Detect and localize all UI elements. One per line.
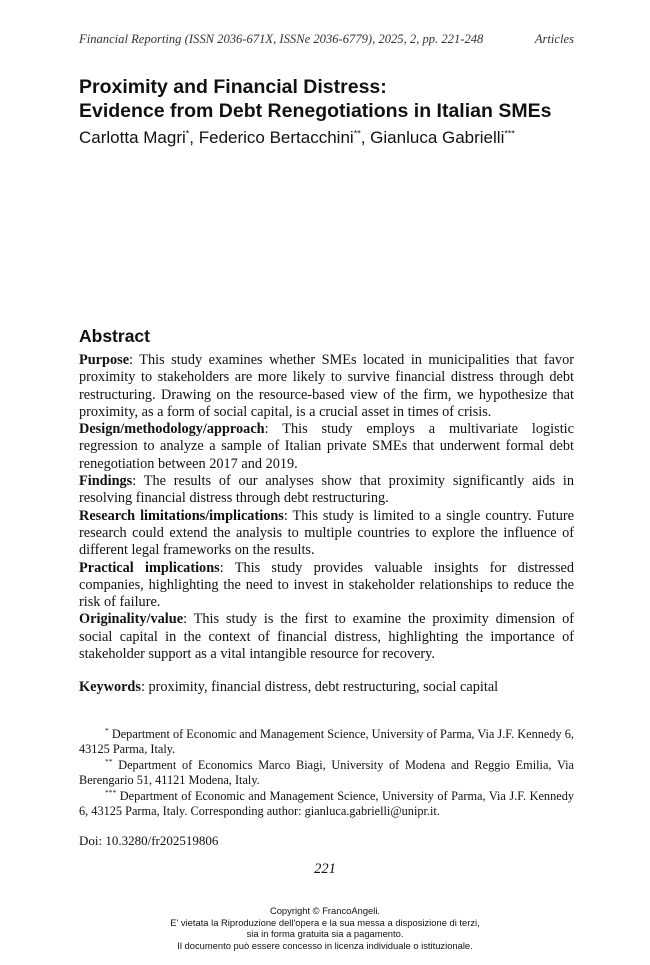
copyright-line: E' vietata la Riproduzione dell'opera e la sua messa a disposizione di terzi, xyxy=(170,916,480,928)
abstract-section-limitations xyxy=(79,508,574,560)
footnote-text: Department of Economic and Management Science, University of Parma, Via J.F. Kennedy 6, 43125 Parma, Italy. xyxy=(79,727,574,757)
affiliation-mark: * xyxy=(185,128,190,139)
author-list xyxy=(79,128,515,148)
section-label: Purpose xyxy=(79,352,130,368)
copyright-line: sia in forma gratuita sia a pagamento. xyxy=(246,928,404,939)
abstract-section-originality xyxy=(79,611,574,663)
footnote-mark: *** xyxy=(105,787,117,797)
author-separator: , xyxy=(189,128,199,147)
abstract-body xyxy=(79,352,574,663)
copyright-notice xyxy=(0,905,650,951)
abstract-section-findings xyxy=(79,473,574,508)
section-text: : This study provides valuable insights for distressed companies, highlighting the need to invest in stakeholder relationships to reduce the risk of failure. xyxy=(79,559,575,611)
keywords-label: Keywords xyxy=(79,679,141,695)
section-text: : This study examines whether SMEs located in municipalities that favor proximity to stakeholders are more likely to survive financial distress through debt restructuring. Drawing on the resource-based view of the firm, we hypothesize that proximity, as a form of social capital, is a crucial asset in times of crisis. xyxy=(79,352,574,420)
author-name: Carlotta Magri xyxy=(79,128,186,147)
running-header-journal: Financial Reporting (ISSN 2036-671X, ISSNe 2036-6779), 2025, 2, pp. 221-248 xyxy=(79,32,484,46)
abstract-heading: Abstract xyxy=(79,326,150,346)
abstract-section-practical xyxy=(79,560,574,612)
section-text: : This study employs a multivariate logistic regression to analyze a sample of Italian private SMEs that underwent formal debt renegotiation between 2017 and 2019. xyxy=(79,421,574,472)
author-separator: , xyxy=(360,128,371,147)
running-header-section: Articles xyxy=(534,32,574,46)
title-line-2: Evidence from Debt Renegotiations in Italian SMEs xyxy=(79,100,552,122)
section-label: Research limitations/implications xyxy=(79,507,284,524)
footnote xyxy=(79,789,574,820)
section-text: : This study is the first to examine the proximity dimension of social capital in the context of financial distress, highlighting the importance of stakeholder support as a vital intangible resource for recovery. xyxy=(79,611,574,663)
abstract-section-purpose xyxy=(79,352,574,421)
footnote xyxy=(79,727,574,758)
section-text: : This study is limited to a single country. Future research could extend the analysis to multiple countries to explore the influence of different legal frameworks on the results. xyxy=(79,507,574,559)
title-line-1: Proximity and Financial Distress: xyxy=(79,76,387,98)
section-label: Design/methodology/approach xyxy=(79,421,265,438)
doi: Doi: 10.3280/fr202519806 xyxy=(79,833,219,848)
section-text: : The results of our analyses show that proximity significantly aids in resolving financial distress through debt restructuring. xyxy=(79,473,574,507)
affiliation-mark: ** xyxy=(353,128,361,139)
abstract-section-design xyxy=(79,421,574,473)
section-label: Findings xyxy=(79,473,133,490)
page-number: 221 xyxy=(314,861,336,877)
keywords-text: : proximity, financial distress, debt restructuring, social capital xyxy=(140,679,499,695)
author-name: Federico Bertacchini xyxy=(198,128,354,147)
footnote-text: Department of Economics Marco Biagi, University of Modena and Reggio Emilia, Via Berengario 51, 41121 Modena, Italy. xyxy=(79,757,574,788)
copyright-line: Il documento può essere concesso in licenza individuale o istituzionale. xyxy=(177,939,473,951)
section-label: Practical implications xyxy=(79,559,220,576)
affiliation-mark: *** xyxy=(504,128,515,139)
keywords xyxy=(79,679,574,696)
section-label: Originality/value xyxy=(79,611,184,628)
footnote-mark: ** xyxy=(105,756,113,766)
footnote xyxy=(79,758,574,789)
copyright-line: Copyright © FrancoAngeli. xyxy=(269,905,381,916)
footnote-mark: * xyxy=(105,725,109,735)
article-title xyxy=(79,75,599,123)
footnote-text: Department of Economic and Management Science, University of Parma, Via J.F. Kennedy 6, 43125 Parma, Italy. Corresponding author: gianluca.gabrielli@unipr.it. xyxy=(79,788,574,819)
author-name: Gianluca Gabrielli xyxy=(370,128,505,147)
affiliation-footnotes xyxy=(79,727,574,819)
